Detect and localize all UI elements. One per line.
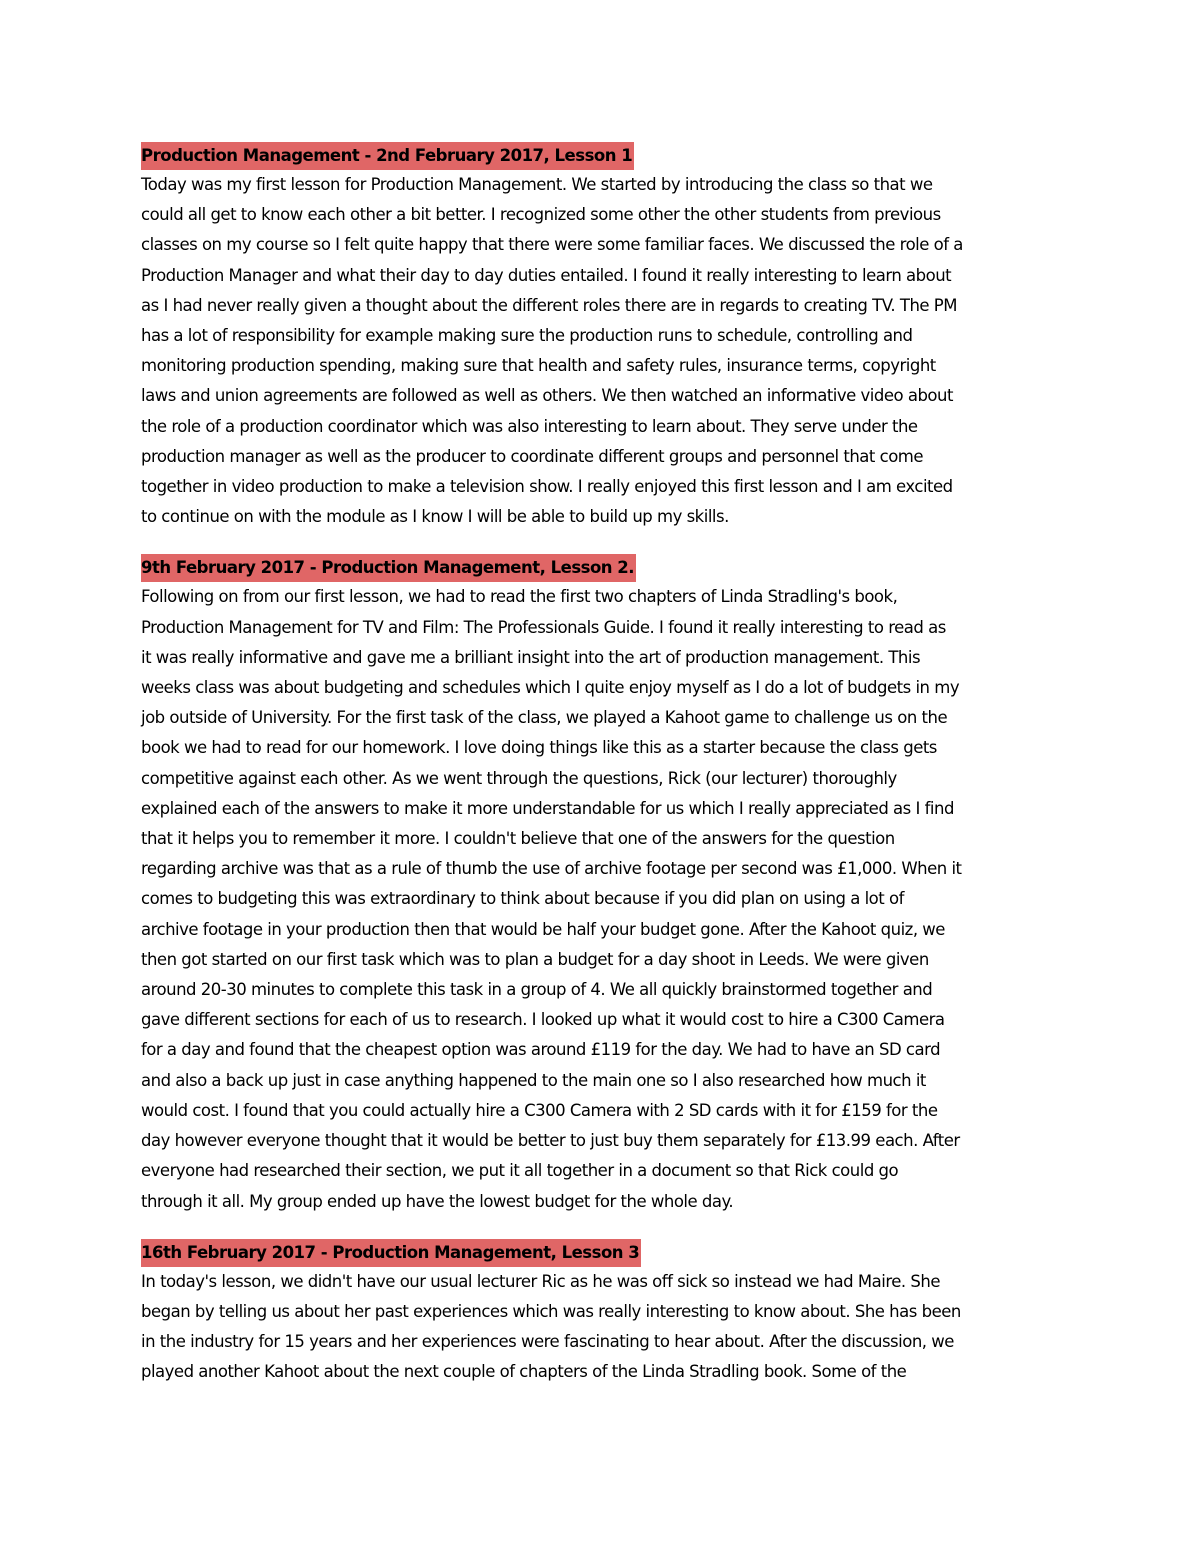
text-line: could all get to know each other a bit better. I recognized some other the other students from previous [141,205,941,225]
text-line: it was really informative and gave me a brilliant insight into the art of production management. This [141,647,921,667]
text-line: together in video production to make a television show. I really enjoyed this first lesson and I am excited [141,477,953,497]
text-line: then got started on our first task which was to plan a budget for a day shoot in Leeds. We were given [141,949,929,969]
text-line: book we had to read for our homework. I love doing things like this as a starter because the class gets [141,738,937,758]
text-line: production manager as well as the producer to coordinate different groups and personnel that come [141,446,924,466]
text-line: classes on my course so I felt quite happy that there were some familiar faces. We discussed the role of a [141,235,963,255]
text-line: around 20-30 minutes to complete this task in a group of 4. We all quickly brainstormed together and [141,980,933,1000]
lesson-entry-2 [141,554,1061,1216]
text-line: gave different sections for each of us to research. I looked up what it would cost to hire a C300 Camera [141,1010,945,1030]
text-line: that it helps you to remember it more. I couldn't believe that one of the answers for the question [141,829,895,849]
text-line: would cost. I found that you could actually hire a C300 Camera with 2 SD cards with it for £159 for the [141,1100,938,1120]
text-line: Today was my first lesson for Production Management. We started by introducing the class so that we [141,175,933,194]
lesson-body [141,582,1061,1216]
text-line: job outside of University. For the first task of the class, we played a Kahoot game to challenge us on the [141,708,948,728]
text-line: began by telling us about her past experiences which was really interesting to know about. She has been [141,1301,961,1321]
text-line: archive footage in your production then that would be half your budget gone. After the Kahoot quiz, we [141,919,945,939]
lesson-body [141,1267,1061,1388]
text-line: In today's lesson, we didn't have our usual lecturer Ric as he was off sick so instead we had Maire. She [141,1271,940,1291]
text-line: explained each of the answers to make it more understandable for us which I really appreciated as I find [141,798,954,818]
lesson-heading: Production Management - 2nd February 2017, Lesson 1 [141,142,634,170]
text-line: Production Management for TV and Film: The Professionals Guide. I found it really interesting to read as [141,617,946,637]
text-line: monitoring production spending, making sure that health and safety rules, insurance terms, copyright [141,356,936,376]
text-line: for a day and found that the cheapest option was around £119 for the day. We had to have an SD card [141,1040,941,1060]
lesson-heading: 9th February 2017 - Production Management, Lesson 2. [141,554,636,582]
text-line: comes to budgeting this was extraordinary to think about because if you did plan on using a lot of [141,889,904,909]
text-line: weeks class was about budgeting and schedules which I quite enjoy myself as I do a lot of budgets in my [141,678,960,698]
text-line: competitive against each other. As we went through the questions, Rick (our lecturer) thoroughly [141,768,897,788]
text-line: Production Manager and what their day to day duties entailed. I found it really interesting to learn about [141,265,952,285]
lesson-entry-3 [141,1239,1061,1388]
text-line: day however everyone thought that it would be better to just buy them separately for £13.99 each. After [141,1131,960,1151]
text-line: laws and union agreements are followed as well as others. We then watched an informative video about [141,386,953,406]
text-line: and also a back up just in case anything happened to the main one so I also researched how much it [141,1070,926,1090]
lesson-body [141,170,1061,532]
text-line: has a lot of responsibility for example making sure the production runs to schedule, controlling and [141,326,913,346]
text-line: as I had never really given a thought about the different roles there are in regards to creating TV. The PM [141,295,957,315]
text-line: to continue on with the module as I know I will be able to build up my skills. [141,507,729,527]
lesson-entry-1 [141,142,1061,532]
text-line: Following on from our first lesson, we had to read the first two chapters of Linda Stradling's book, [141,587,898,607]
text-line: the role of a production coordinator which was also interesting to learn about. They serve under the [141,416,918,436]
text-line: in the industry for 15 years and her experiences were fascinating to hear about. After the discussion, we [141,1332,954,1352]
text-line: through it all. My group ended up have the lowest budget for the whole day. [141,1191,734,1211]
text-line: everyone had researched their section, we put it all together in a document so that Rick could go [141,1161,899,1181]
lesson-heading: 16th February 2017 - Production Management, Lesson 3 [141,1239,641,1267]
text-line: regarding archive was that as a rule of thumb the use of archive footage per second was £1,000. When it [141,859,962,879]
text-line: played another Kahoot about the next couple of chapters of the Linda Stradling book. Some of the [141,1362,907,1382]
document-page [141,142,1061,1410]
